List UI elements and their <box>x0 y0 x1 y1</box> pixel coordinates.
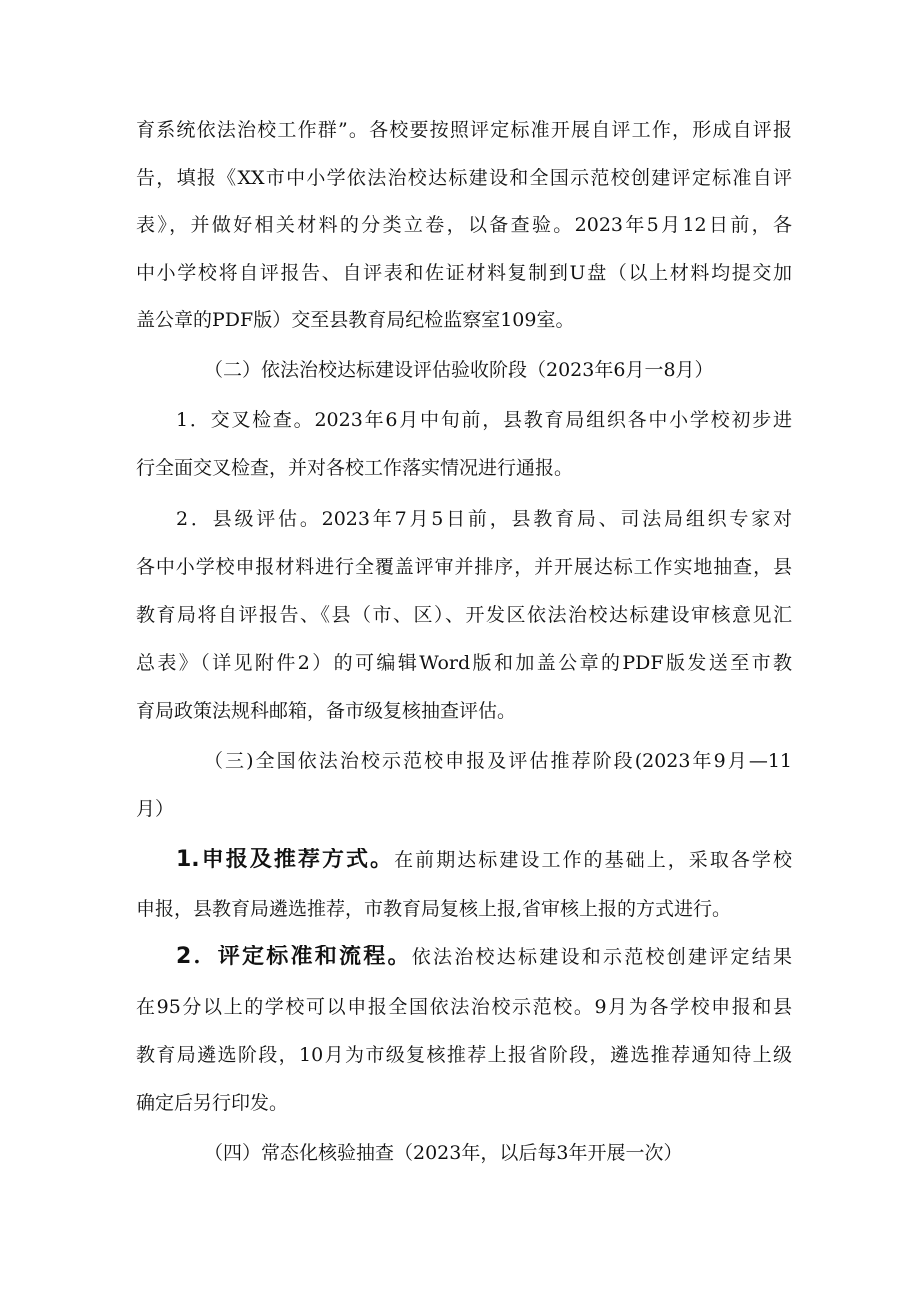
bold-lead: 1.申报及推荐方式。 <box>176 848 395 872</box>
section-heading: （二）依法治校达标建设评估验收阶段（2023年6月一8月） <box>204 359 714 381</box>
paragraph-line: 行全面交叉检查，并对各校工作落实情况进行通报。 <box>136 457 574 479</box>
paragraph-line: 1．交叉检查。2023年6月中旬前，县教育局组织各中小学校初步进 <box>176 409 792 431</box>
paragraph-line: 申报，县教育局遴选推荐，市教育局复核上报,省审核上报的方式进行。 <box>136 898 732 920</box>
bold-lead: 2．评定标准和流程。 <box>176 945 412 969</box>
paragraph-line: 在95分以上的学校可以申报全国依法治校示范校。9月为各学校申报和县 <box>136 996 792 1018</box>
paragraph-line: 育系统依法治校工作群”。各校要按照评定标准开展自评工作，形成自评报 <box>136 119 792 141</box>
paragraph-text: 在前期达标建设工作的基础上，采取各学校 <box>394 849 792 871</box>
paragraph-line: 各中小学校申报材料进行全覆盖评审并排序，并开展达标工作实地抽查，县 <box>136 556 792 578</box>
paragraph-line: 育局政策法规科邮箱，备市级复核抽查评估。 <box>136 700 517 722</box>
paragraph-line: 告，填报《XX市中小学依法治校达标建设和全国示范校创建评定标准自评 <box>136 167 792 189</box>
paragraph-line <box>176 848 792 872</box>
paragraph-text: 依法治校达标建设和示范校创建评定结果 <box>411 946 792 968</box>
paragraph-line: 总表》（详见附件2）的可编辑Word版和加盖公章的PDF版发送至市教 <box>136 652 792 674</box>
paragraph-line: 盖公章的PDF版）交至县教育局纪检监察室109室。 <box>136 309 575 331</box>
paragraph-line: 中小学校将自评报告、自评表和佐证材料复制到U盘（以上材料均提交加 <box>136 262 792 284</box>
paragraph-line: 表》，并做好相关材料的分类立卷，以备查验。2023年5月12日前，各 <box>136 214 792 236</box>
paragraph-line: 2．县级评估。2023年7月5日前，县教育局、司法局组织专家对 <box>176 508 792 530</box>
paragraph-line: 教育局遴选阶段，10月为市级复核推荐上报省阶段，遴选推荐通知待上级 <box>136 1044 792 1066</box>
paragraph-line: 确定后另行印发。 <box>136 1092 289 1114</box>
section-heading-continued: 月） <box>136 798 175 820</box>
paragraph-line: 教育局将自评报告、《县（市、区）、开发区依法治校达标建设审核意见汇 <box>136 604 792 626</box>
section-heading: （三)全国依法治校示范校申报及评估推荐阶段(2023年9月—11 <box>204 750 792 772</box>
section-heading: （四）常态化核验抽查（2023年，以后每3年开展一次） <box>204 1142 683 1164</box>
paragraph-line <box>176 945 792 969</box>
